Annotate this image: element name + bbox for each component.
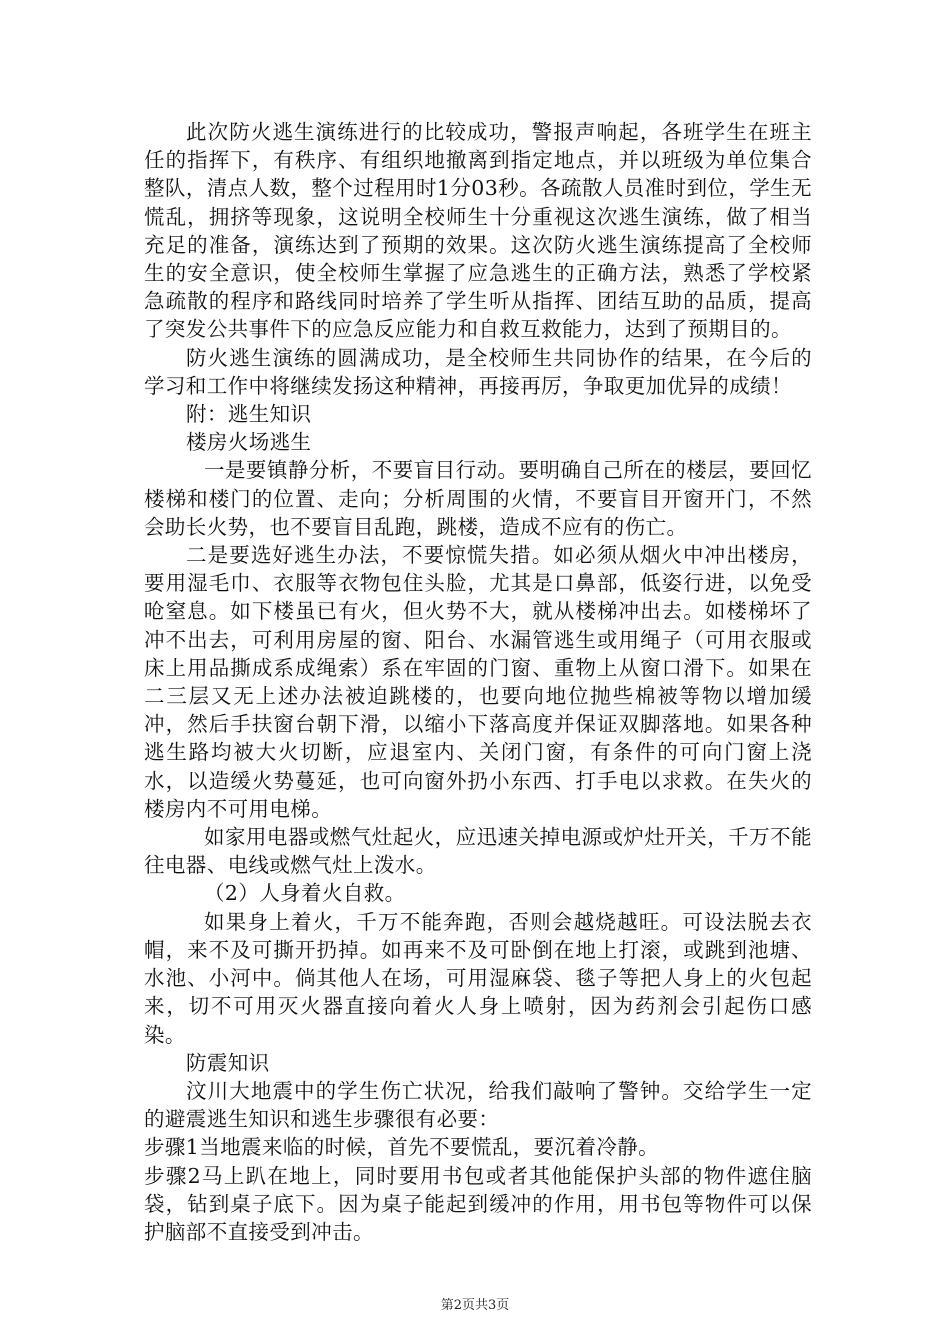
paragraph-point-two: 二是要选好逃生办法，不要惊慌失措。如必须从烟火中冲出楼房，要用湿毛巾、衣服等衣物包住头脸，尤其是口鼻部，低姿行进，以免受呛窒息。如下楼虽已有火，但火势不大，就从楼梯冲出去。如楼梯坏了冲不出去，可利用房屋的窗、阳台、水漏管逃生或用绳子（可用衣服或床上用品撕成系成绳索）系在牢固的门窗、重物上从窗口滑下。如果在二三层又无上述办法被迫跳楼的，也要向地位抛些棉被等物以增加缓冲，然后手扶窗台朝下滑，以缩小下落高度并保证双脚落地。如果各种逃生路均被大火切断，应退室内、关闭门窗，有条件的可向门窗上浇水，以造缓火势蔓延，也可向窗外扔小东西、打手电以求救。在失火的楼房内不可用电梯。 (144, 543, 812, 821)
heading-appendix: 附：逃生知识 (186, 402, 312, 427)
heading-building-fire-escape: 楼房火场逃生 (186, 430, 312, 455)
paragraph-point-one: 一是要镇静分析，不要盲目行动。要明确自己所在的楼层，要回忆楼梯和楼门的位置、走向；分析周围的火情，不要盲目开窗开门，不然会助长火势，也不要盲目乱跑，跳楼，造成不应有的伤亡。 (144, 458, 812, 539)
page-number-footer: 第2页共3页 (440, 1298, 510, 1313)
heading-earthquake-knowledge: 防震知识 (186, 1050, 270, 1075)
paragraph-earthquake-intro: 汶川大地震中的学生伤亡状况，给我们敲响了警钟。交给学生一定的避震逃生知识和逃生步骤很有必要： (144, 1078, 812, 1132)
paragraph-step-2: 步骤2马上趴在地上，同时要用书包或者其他能保护头部的物件遮住脑袋，钻到桌子底下。因为桌子能起到缓冲的作用，用书包等物件可以保护脑部不直接受到冲击。 (144, 1163, 812, 1244)
heading-body-fire-self-rescue: （2）人身着火自救。 (204, 881, 406, 906)
paragraph-drill-summary: 此次防火逃生演练进行的比较成功，警报声响起，各班学生在班主任的指挥下，有秩序、有组织地撤离到指定地点，并以班级为单位集合整队，清点人数，整个过程用时1分03秒。各疏散人员准时到位，学生无慌乱，拥挤等现象，这说明全校师生十分重视这次逃生演练，做了相当充足的准备，演练达到了预期的效果。这次防火逃生演练提高了全校师生的安全意识，使全校师生掌握了应急逃生的正确方法，熟悉了学校紧急疏散的程序和路线同时培养了学生听从指挥、团结互助的品质，提高了突发公共事件下的应急反应能力和自救互救能力，达到了预期目的。 (144, 120, 812, 342)
paragraph-body-fire: 如果身上着火，千万不能奔跑，否则会越烧越旺。可设法脱去衣帽，来不及可撕开扔掉。如再来不及可卧倒在地上打滚，或跳到池塘、水池、小河中。倘其他人在场，可用湿麻袋、毯子等把人身上的火包起来，切不可用灭火器直接向着火人身上喷射，因为药剂会引起伤口感染。 (144, 909, 812, 1047)
paragraph-step-1: 步骤1当地震来临的时候，首先不要慌乱，要沉着冷静。 (144, 1135, 660, 1160)
paragraph-appliance-fire: 如家用电器或燃气灶起火，应迅速关掉电源或炉灶开关，千万不能往电器、电线或燃气灶上泼水。 (144, 825, 812, 878)
paragraph-drill-conclusion: 防火逃生演练的圆满成功，是全校师生共同协作的结果，在今后的学习和工作中将继续发扬这种精神，再接再厉，争取更加优异的成绩！ (144, 345, 812, 398)
document-body (144, 118, 812, 1246)
